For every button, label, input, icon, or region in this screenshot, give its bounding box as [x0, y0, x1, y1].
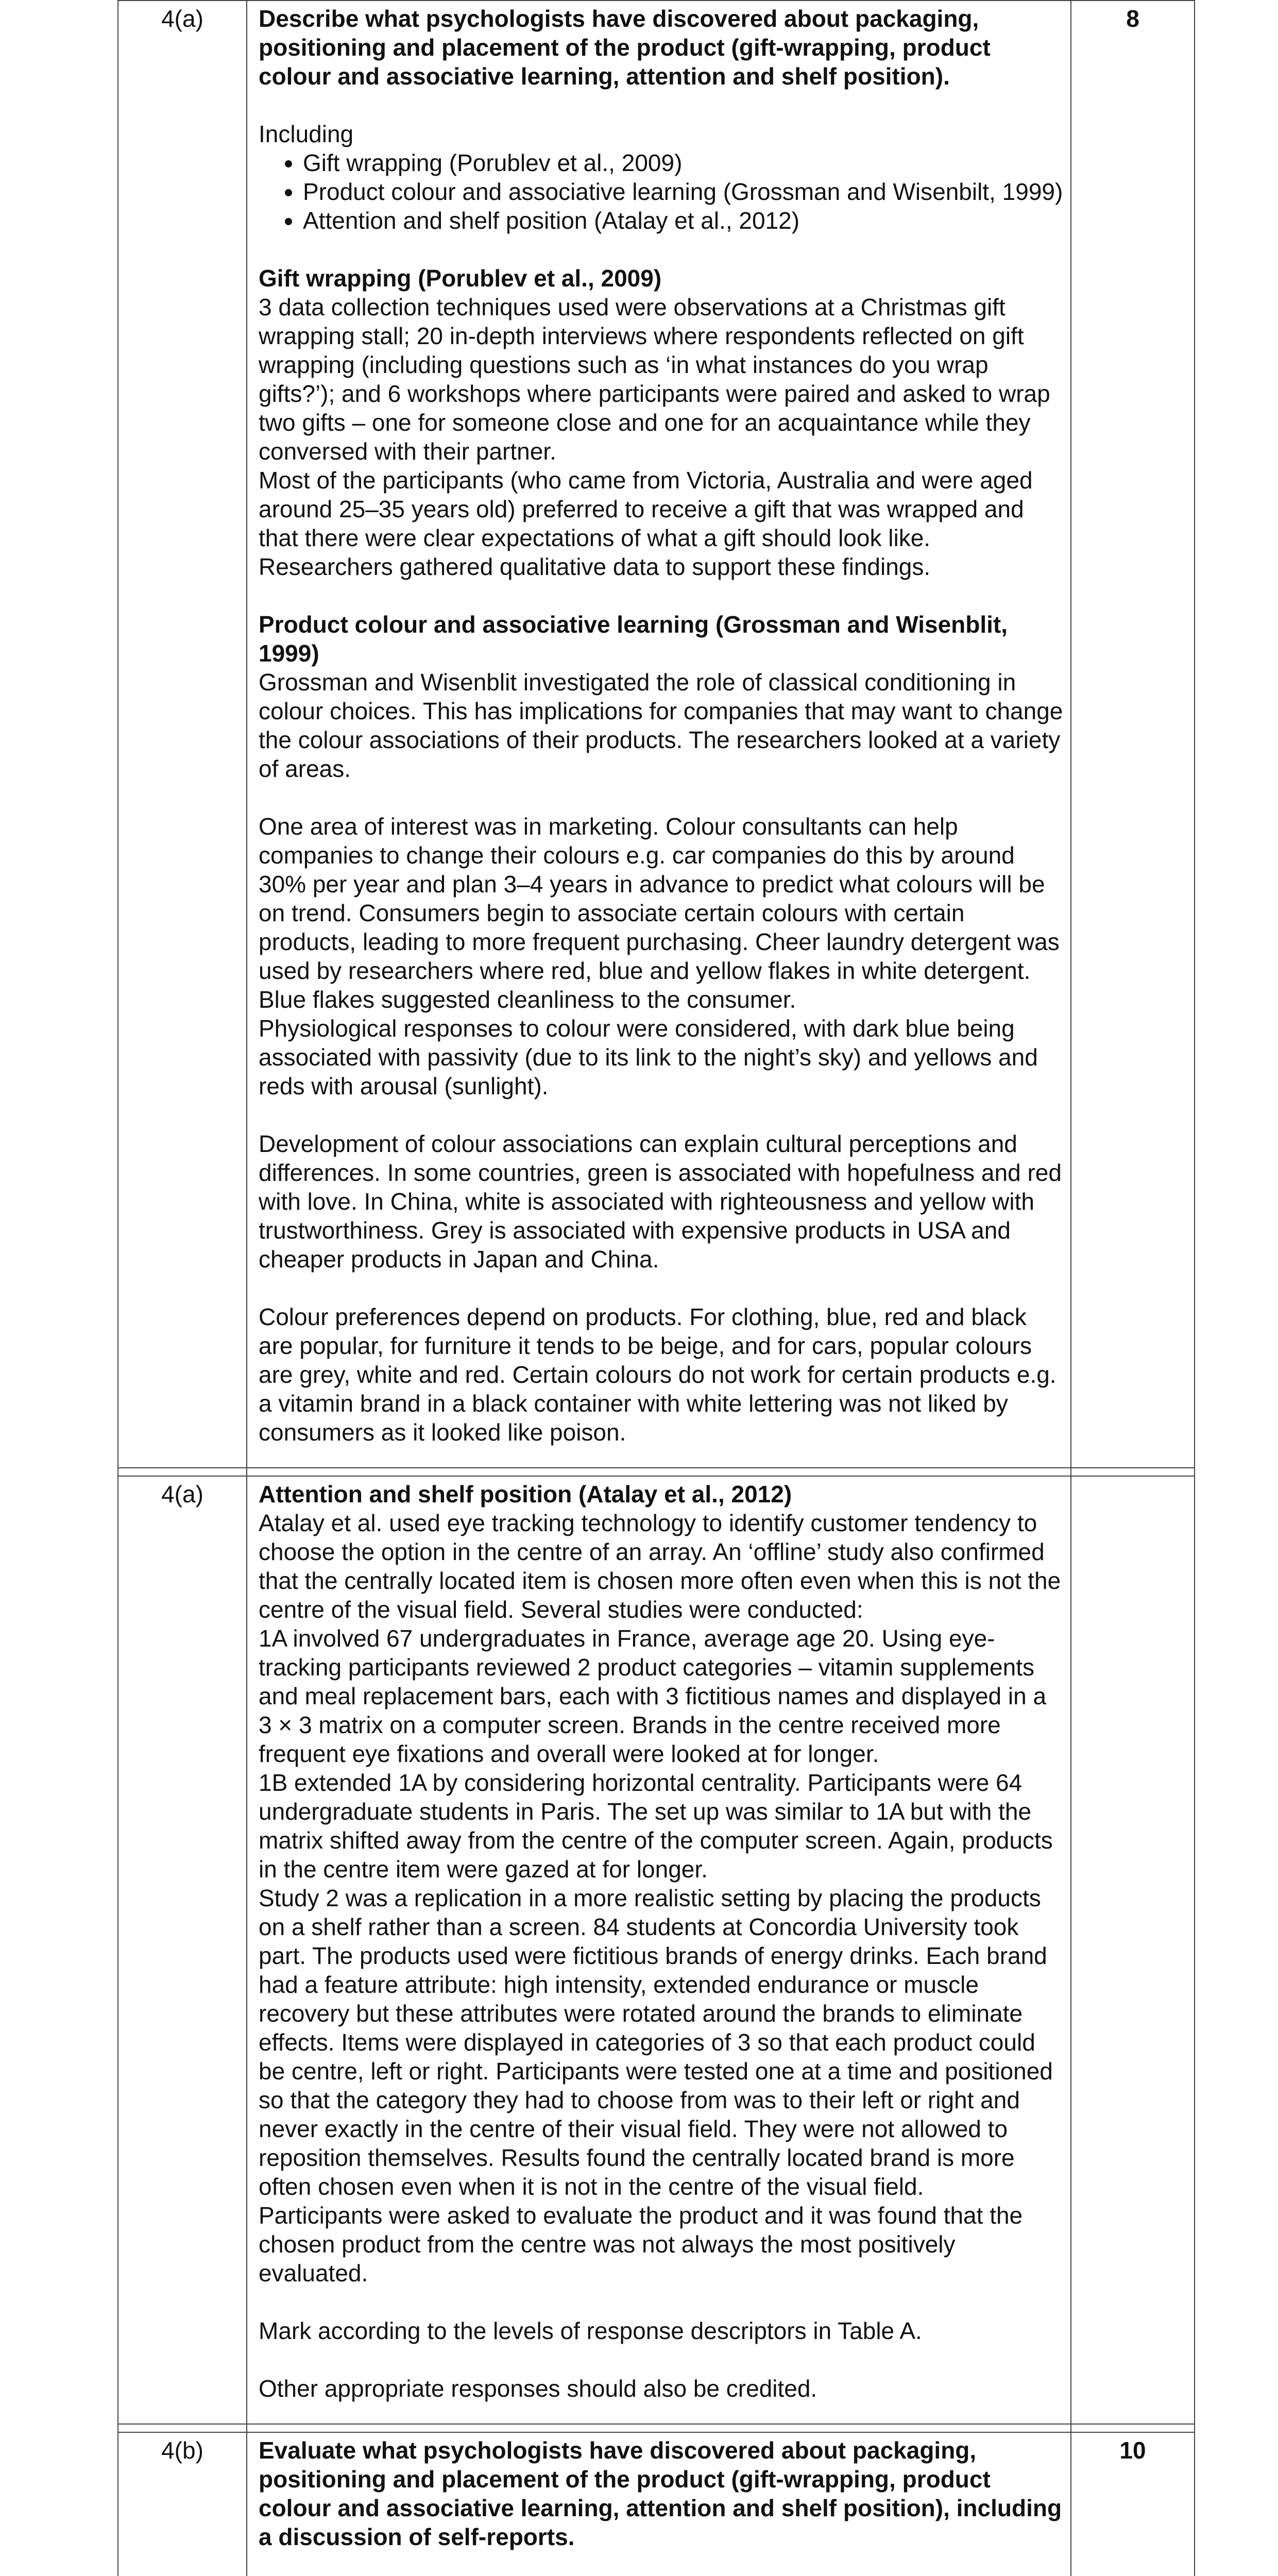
content-bullet-list	[259, 148, 1063, 235]
question-row-4a-continued	[118, 1476, 1195, 2424]
mark-scheme-table	[117, 0, 1195, 2576]
question-row-4a	[118, 1, 1195, 1468]
paragraph: Most of the participants (who came from Victoria, Australia and were aged around 25–35 years old) preferred to receive a gift that was wrapped and that there were clear expectations of what a gift should look like. Researchers gathered qualitative data to support these findings.	[259, 467, 1033, 580]
paragraph: 3 data collection techniques used were observations at a Christmas gift wrapping stall; 20 in-depth interviews where respondents reflected on gift wrapping (including questions such as ‘in what instances do you wrap gifts?’); and 6 workshops where participants were paired and asked to wrap two gifts – one for someone close and one for an acquaintance while they conversed with their partner.	[259, 294, 1050, 465]
section-heading-attention-shelf: Attention and shelf position (Atalay et al., 2012)	[259, 1481, 792, 1507]
paragraph: Atalay et al. used eye tracking technology to identify customer tendency to choose the option in the centre of an array. An ‘offline’ study also confirmed that the centrally located item is chosen more often even when this is not the centre of the visual field. Several studies were conducted:	[259, 1510, 1061, 1623]
question-row-4b	[118, 2432, 1195, 2576]
list-item: • Product colour and associative learning (Grossman and Wisenbilt, 1999)	[303, 177, 1063, 206]
question-number: 4(a)	[118, 1, 247, 1468]
question-text: Evaluate what psychologists have discovered about packaging, positioning and placement of the product (gift-wrapping, product colour and associative learning, attention and shelf position), including a discussion of self-reports.	[259, 2437, 1062, 2550]
marks-cell: 8	[1071, 1, 1195, 1468]
list-item: • Gift wrapping (Porublev et al., 2009)	[303, 148, 1063, 177]
paragraph: Development of colour associations can explain cultural perceptions and differences. In some countries, green is associated with hopefulness and red with love. In China, white is associated with righteousness and yellow with trustworthiness. Grey is associated with expensive products in USA and cheaper products in Japan and China.	[259, 1130, 1062, 1273]
paragraph: 1A involved 67 undergraduates in France, average age 20. Using eye-tracking participants reviewed 2 product categories – vitamin supplements and meal replacement bars, each with 3 fictitious names and displayed in a 3 × 3 matrix on a computer screen. Brands in the centre received more frequent eye fixations and overall were looked at for longer.	[259, 1625, 1047, 1767]
paragraph: Participants were asked to evaluate the product and it was found that the chosen product from the centre was not always the most positively evaluated.	[259, 2202, 1023, 2286]
question-text: Describe what psychologists have discovered about packaging, positioning and placement of the product (gift-wrapping, product colour and associative learning, attention and shelf position).	[259, 5, 991, 90]
section-heading-product-colour: Product colour and associative learning (Grossman and Wisenblit, 1999)	[259, 611, 1008, 667]
list-item: • Attention and shelf position (Atalay et al., 2012)	[303, 206, 1063, 235]
paragraph: Grossman and Wisenblit investigated the role of classical conditioning in colour choices. This has implications for companies that may want to change the colour associations of their products. The researchers looked at a variety of areas.	[259, 669, 1063, 782]
credit-note: Other appropriate responses should also be credited.	[259, 2375, 817, 2402]
marks-cell: 10	[1071, 2432, 1195, 2576]
answer-cell	[247, 1476, 1071, 2424]
marks-cell	[1071, 1476, 1195, 2424]
paragraph: Study 2 was a replication in a more realistic setting by placing the products on a shelf rather than a screen. 84 students at Concordia University took part. The products used were fictitious brands of energy drinks. Each brand had a feature attribute: high intensity, extended endurance or muscle recovery but these attributes were rotated around the brands to eliminate effects. Items were displayed in categories of 3 so that each product could be centre, left or right. Participants were tested one at a time and positioned so that the category they had to choose from was to their left or right and never exactly in the centre of their visual field. They were not allowed to reposition themselves. Results found the centrally located brand is more often chosen even when it is not in the centre of the visual field.	[259, 1885, 1053, 2200]
mark-instruction: Mark according to the levels of response descriptors in Table A.	[259, 2317, 922, 2344]
paragraph: 1B extended 1A by considering horizontal centrality. Participants were 64 undergraduate students in Paris. The set up was similar to 1A but with the matrix shifted away from the centre of the computer screen. Again, products in the centre item were gazed at for longer.	[259, 1769, 1053, 1883]
answer-cell	[247, 1, 1071, 1468]
including-label: Including	[259, 121, 354, 147]
question-number: 4(b)	[118, 2432, 247, 2576]
answer-cell	[247, 2432, 1071, 2576]
paragraph: Physiological responses to colour were considered, with dark blue being associated with passivity (due to its link to the night’s sky) and yellows and reds with arousal (sunlight).	[259, 1015, 1038, 1099]
paragraph: Colour preferences depend on products. For clothing, blue, red and black are popular, for furniture it tends to be beige, and for cars, popular colours are grey, white and red. Certain colours do not work for certain products e.g. a vitamin brand in a black container with white lettering was not liked by consumers as it looked like poison.	[259, 1303, 1057, 1446]
section-heading-gift-wrapping: Gift wrapping (Porublev et al., 2009)	[259, 265, 662, 292]
question-number: 4(a)	[118, 1476, 247, 2424]
paragraph: One area of interest was in marketing. Colour consultants can help companies to change their colours e.g. car companies do this by around 30% per year and plan 3–4 years in advance to predict what colours will be on trend. Consumers begin to associate certain colours with certain products, leading to more frequent purchasing. Cheer laundry detergent was used by researchers where red, blue and yellow flakes in white detergent. Blue flakes suggested cleanliness to the consumer.	[259, 813, 1060, 1013]
